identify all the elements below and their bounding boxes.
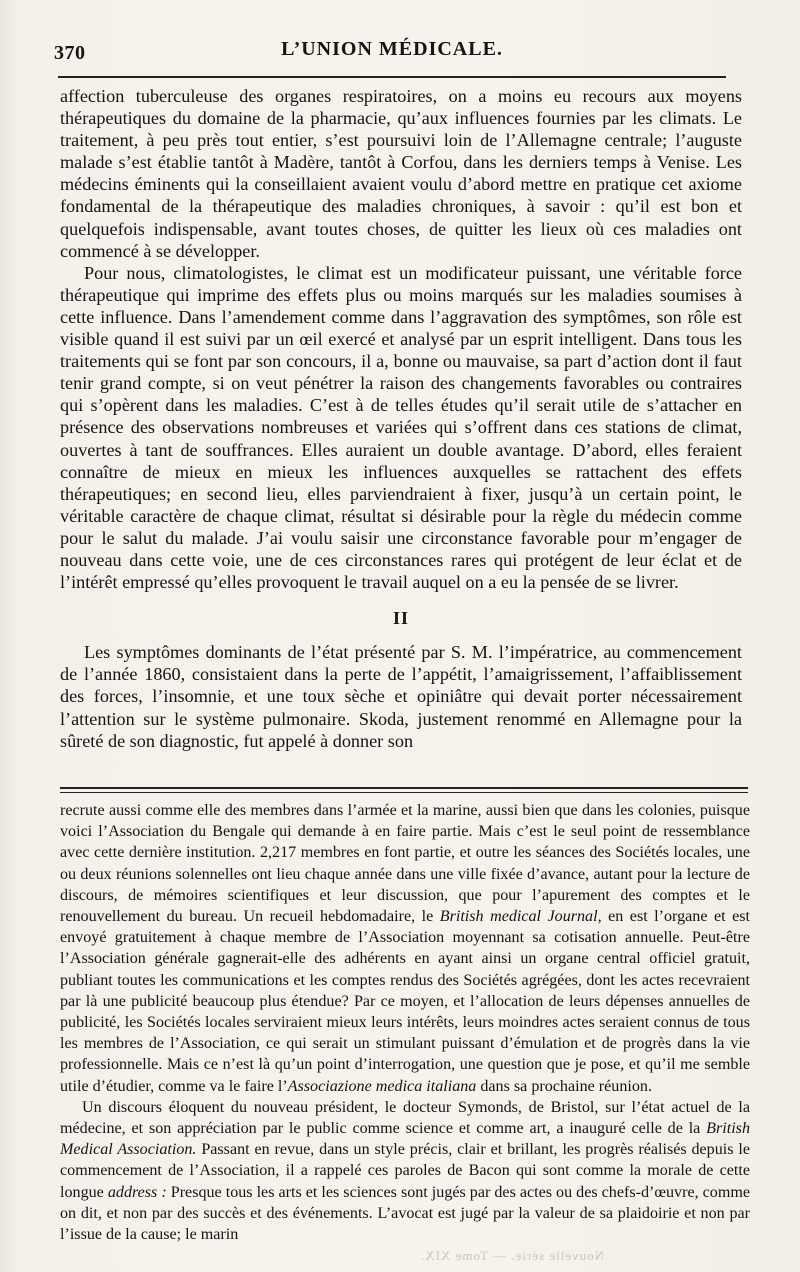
section-paragraph: Les symptômes dominants de l’état présenté par S. M. l’impératrice, au commencement de l’année 1860, consistaient dans la perte de l’appétit, l’amaigrissement, l’affaiblissement des forces, l’insomnie, et une toux sèche et opiniâtre qui devait porter nécessairement l’attention sur le système pulmonaire. Skoda, justement renommé en Allemagne pour la sûreté de son diagnostic, fut appelé à donner son xyxy=(60,642,742,751)
footnote-rule-thick xyxy=(60,787,748,789)
bleed-through-footer: Nouvelle série. — Tome XIX. xyxy=(420,1248,604,1263)
footnote-paragraph-1 xyxy=(60,800,750,1097)
page-number: 370 xyxy=(54,42,86,64)
footnote-text-segment: Un discours éloquent du nouveau président, le docteur Symonds, de Bristol, sur l’état actuel de la médecine, et son appréciation par le public comme science et comme art, a inauguré celle de la xyxy=(60,1098,750,1138)
page-header xyxy=(54,38,730,68)
footnote-text-segment: Presque tous les arts et les sciences sont jugés par des actes ou des chefs-d’œuvre, comme on dit, et non par des succès et des événements. L’avocat est jugé par la valeur de sa plaidoirie et non par l’issue de la cause; le marin xyxy=(60,1183,751,1244)
running-title: L’UNION MÉDICALE. xyxy=(281,38,503,60)
journal-title: British medical Journal, xyxy=(439,908,602,926)
footnote-paragraph-2 xyxy=(60,1097,750,1245)
association-title: British Medical Association. xyxy=(60,1120,750,1159)
footnote-rule-thin xyxy=(60,792,748,793)
footnote-text-segment: recrute aussi comme elle des membres dans l’armée et la marine, aussi bien que dans les colonies, puisque voici l’Association du Bengale qui demande à en faire partie. Mais c’est le seul point de ressemblance avec cette dernière institution. 2,217 membres en font partie, et outre les séances des Sociétés locales, une ou deux réunions solennelles ont lieu chaque année dans une ville fixée d’avance, autant pour la lecture de discours, de mémoires scientifiques et leur discussion, que pour l’apurement des comptes et le renouvellement du bureau. Un recueil hebdomadaire, le xyxy=(60,802,750,926)
footnote-text-segment: dans sa prochaine réunion. xyxy=(476,1077,652,1095)
paragraph-1: affection tuberculeuse des organes respiratoires, on a moins eu recours aux moyens thérapeutiques du domaine de la pharmacie, qu’aux influences fournies par les climats. Le traitement, à peu près tout entier, s’est poursuivi loin de l’Allemagne centrale; l’auguste malade s’est établie tantôt à Madère, tantôt à Corfou, dans les derniers temps à Venise. Les médecins éminents qui la conseillaient avaient voulu d’abord mettre en pratique cet axiome fondamental de la thérapeutique des maladies chroniques, à savoir : qu’il est bon et quelquefois indispensable, avant toutes choses, de quitter les lieux où ces maladies ont commencé à se développer. xyxy=(60,86,742,261)
association-title: Associazione medica italiana xyxy=(287,1077,477,1095)
footnote-text-segment: en est l’organe et est envoyé gratuitement à chaque membre de l’Association moyennant sa cotisation annuelle. Peut-être l’Association générale gagnerait-elle des adhérents en ayant ainsi un organe central officiel gratuit, publiant toutes les communications et les comptes rendus des Sociétés agrégées, dont les actes recevraient par là une publicité beaucoup plus étendue? Par ce moyen, et l’allocation de leurs dépenses annuelles de publicité, les Sociétés locales serviraient mieux leurs intérêts, leurs moindres actes seraient connus de tous les membres de l’Association, ce qui serait un stimulant puissant d’émulation et de progrès dans la vie professionnelle. Mais ce n’est là qu’un point d’interrogation, une question que je pose, et qu’il me semble utile d’étudier, comme va le faire l’ xyxy=(60,908,750,1095)
section-numeral: II xyxy=(392,608,409,629)
footnote-text xyxy=(60,800,750,1245)
main-text-column xyxy=(60,85,742,752)
address-term: address : xyxy=(107,1183,167,1201)
header-rule xyxy=(58,76,726,78)
footnote-text-segment: Passant en revue, dans un style précis, clair et brillant, les progrès réalisés depuis le commencement de l’Association, il a rappelé ces paroles de Bacon qui sont comme la morale de cette longue xyxy=(60,1141,750,1201)
paragraph-2: Pour nous, climatologistes, le climat est un modificateur puissant, une véritable force thérapeutique qui imprime des effets plus ou moins marqués sur les maladies soumises à cette influence. Dans l’amendement comme dans l’aggravation des symptômes, son rôle est visible quand il est suivi par un œil exercé et analysé par un esprit intelligent. Dans tous les traitements qui se font par son concours, il a, bonne ou mauvaise, sa part d’action dont il faut tenir grand compte, si on veut pénétrer la raison des changements favorables ou contraires qui s’opèrent dans les maladies. C’est à de telles études qu’il serait utile de s’attacher en présence des observations nombreuses et variées qui s’offrent dans ces stations de climat, ouvertes à tant de souffrances. Elles auraient un double avantage. D’abord, elles feraient connaître de mieux en mieux les influences auxquelles se rattachent des effets thérapeutiques; en second lieu, elles parviendraient à fixer, jusqu’à un certain point, le véritable caractère de chaque climat, résultat si désirable pour la règle du médecin comme pour le salut du malade. J’ai voulu saisir une circonstance favorable pour m’engager de nouveau dans cette voie, une de ces circonstances rares qui protégent de leur éclat et de l’intérêt empressé qu’elles provoquent le travail auquel on a eu la pensée de se livrer. xyxy=(60,262,742,593)
